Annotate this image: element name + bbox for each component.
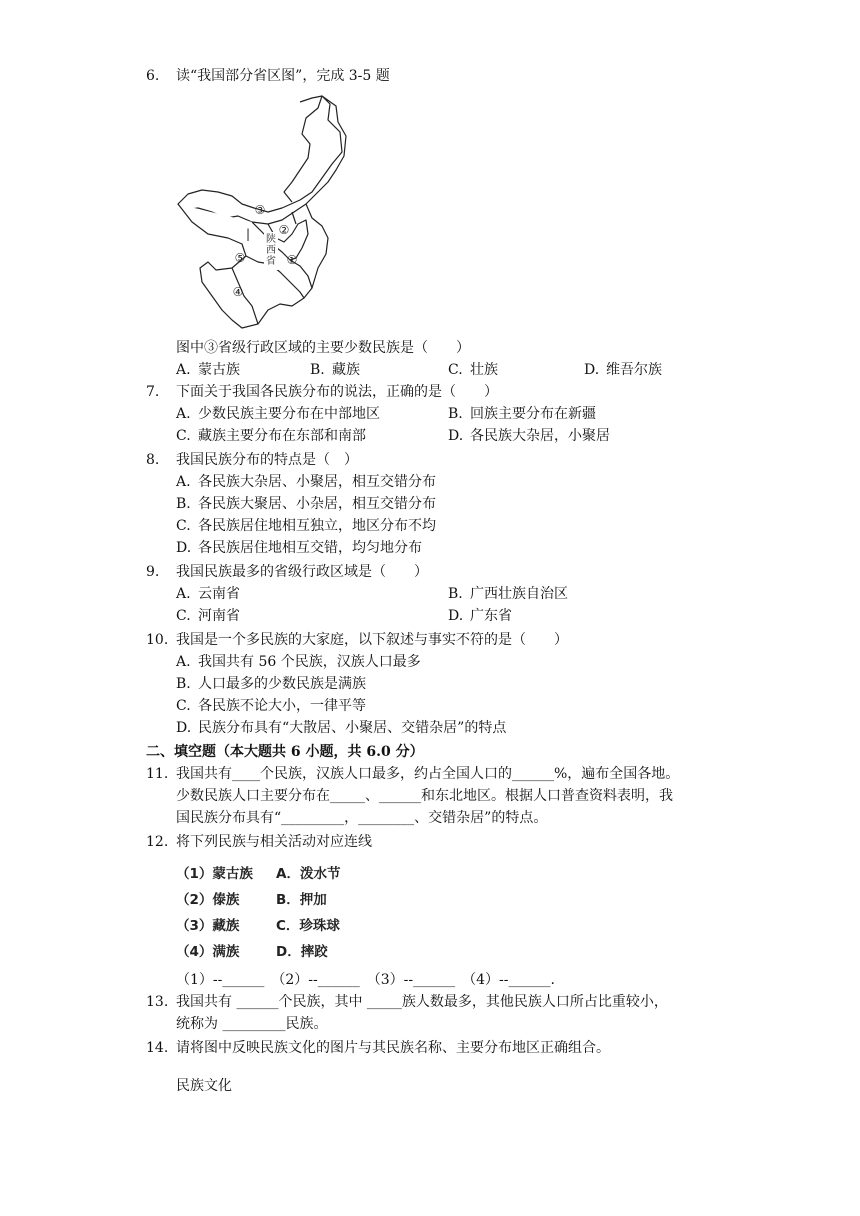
q12-number: 12.	[146, 834, 169, 850]
q12-match-row-1: （1）蒙古族 A．泼水节	[176, 866, 341, 882]
q6-stem: 读“我国部分省区图”，完成 3-5 题	[176, 68, 390, 84]
q6-option-a[interactable]: A. 蒙古族	[176, 362, 240, 378]
q12-match-row-2: （2）傣族 B．押加	[176, 892, 327, 908]
q14-number: 14.	[146, 1040, 169, 1056]
q14-stem: 请将图中反映民族文化的图片与其民族名称、主要分布地区正确组合。	[176, 1040, 610, 1056]
q10-number: 10.	[146, 632, 169, 648]
map-label-four: ④	[232, 285, 244, 299]
map-label-five: ⑤	[234, 251, 246, 265]
q8-option-b[interactable]: B. 各民族大聚居、小杂居，相互交错分布	[176, 496, 436, 512]
q6-option-b[interactable]: B. 藏族	[310, 362, 360, 378]
map-label-two: ②	[278, 223, 290, 237]
q10-option-b[interactable]: B. 人口最多的少数民族是满族	[176, 676, 366, 692]
q8-stem: 我国民族分布的特点是（ ）	[176, 452, 358, 468]
q11-number: 11.	[146, 766, 169, 782]
section-heading-fill-in: 二、填空题（本大题共 6 小题，共 6.0 分）	[146, 744, 424, 760]
q8-option-a[interactable]: A. 各民族大杂居、小聚居，相互交错分布	[176, 474, 436, 490]
map-label-shaanxi: 陕西省	[266, 234, 276, 267]
q10-option-a[interactable]: A. 我国共有 56 个民族，汉族人口最多	[176, 654, 421, 670]
q12-answer-line: （1）--______ （2）--______ （3）--______ （4）--______.	[176, 972, 555, 988]
q7-option-c[interactable]: C. 藏族主要分布在东部和南部	[176, 428, 366, 444]
q9-option-c[interactable]: C. 河南省	[176, 608, 240, 624]
q6-option-d[interactable]: D. 维吾尔族	[584, 362, 662, 378]
q7-option-b[interactable]: B. 回族主要分布在新疆	[448, 406, 596, 422]
q7-option-a[interactable]: A. 少数民族主要分布在中部地区	[176, 406, 380, 422]
map-label-one: ①	[286, 253, 298, 267]
q6-number: 6.	[146, 68, 160, 84]
q8-number: 8.	[146, 452, 160, 468]
q9-number: 9.	[146, 564, 160, 580]
q8-option-d[interactable]: D. 各民族居住地相互交错，均匀地分布	[176, 540, 422, 556]
q9-option-d[interactable]: D. 广东省	[448, 608, 512, 624]
q14-caption: 民族文化	[176, 1078, 232, 1094]
q10-option-c[interactable]: C. 各民族不论大小，一律平等	[176, 698, 366, 714]
q13-line-1: 我国共有 ______个民族，其中 _____族人数最多，其他民族人口所占比重较小，	[176, 994, 668, 1010]
q13-line-2: 统称为 _________民族。	[176, 1016, 328, 1032]
q11-line-3: 国民族分布具有“_________，________、交错杂居”的特点。	[176, 810, 548, 826]
q13-number: 13.	[146, 994, 169, 1010]
q11-line-1: 我国共有____个民族，汉族人口最多，约占全国人口的______%，遍布全国各地。	[176, 766, 680, 782]
province-map	[172, 92, 352, 332]
q9-stem: 我国民族最多的省级行政区域是（ ）	[176, 564, 428, 580]
q8-option-c[interactable]: C. 各民族居住地相互独立，地区分布不均	[176, 518, 436, 534]
q7-stem: 下面关于我国各民族分布的说法，正确的是（ ）	[176, 384, 498, 400]
q11-line-2: 少数民族人口主要分布在_____、______和东北地区。根据人口普查资料表明，我	[176, 788, 673, 804]
map-label-three: ③	[254, 203, 266, 217]
q7-number: 7.	[146, 384, 160, 400]
q9-option-a[interactable]: A. 云南省	[176, 586, 240, 602]
q10-option-d[interactable]: D. 民族分布具有“大散居、小聚居、交错杂居”的特点	[176, 720, 507, 736]
q7-option-d[interactable]: D. 各民族大杂居，小聚居	[448, 428, 610, 444]
svg-text:|: |	[245, 227, 251, 241]
q12-stem: 将下列民族与相关活动对应连线	[176, 834, 372, 850]
q12-match-row-3: （3）藏族 C．珍珠球	[176, 918, 340, 934]
q9-option-b[interactable]: B. 广西壮族自治区	[448, 586, 568, 602]
q12-match-row-4: （4）满族 D．摔跤	[176, 944, 328, 960]
q6-option-c[interactable]: C. 壮族	[448, 362, 498, 378]
q10-stem: 我国是一个多民族的大家庭，以下叙述与事实不符的是（ ）	[176, 632, 568, 648]
q6-sub-question: 图中③省级行政区域的主要少数民族是（ ）	[176, 340, 470, 356]
